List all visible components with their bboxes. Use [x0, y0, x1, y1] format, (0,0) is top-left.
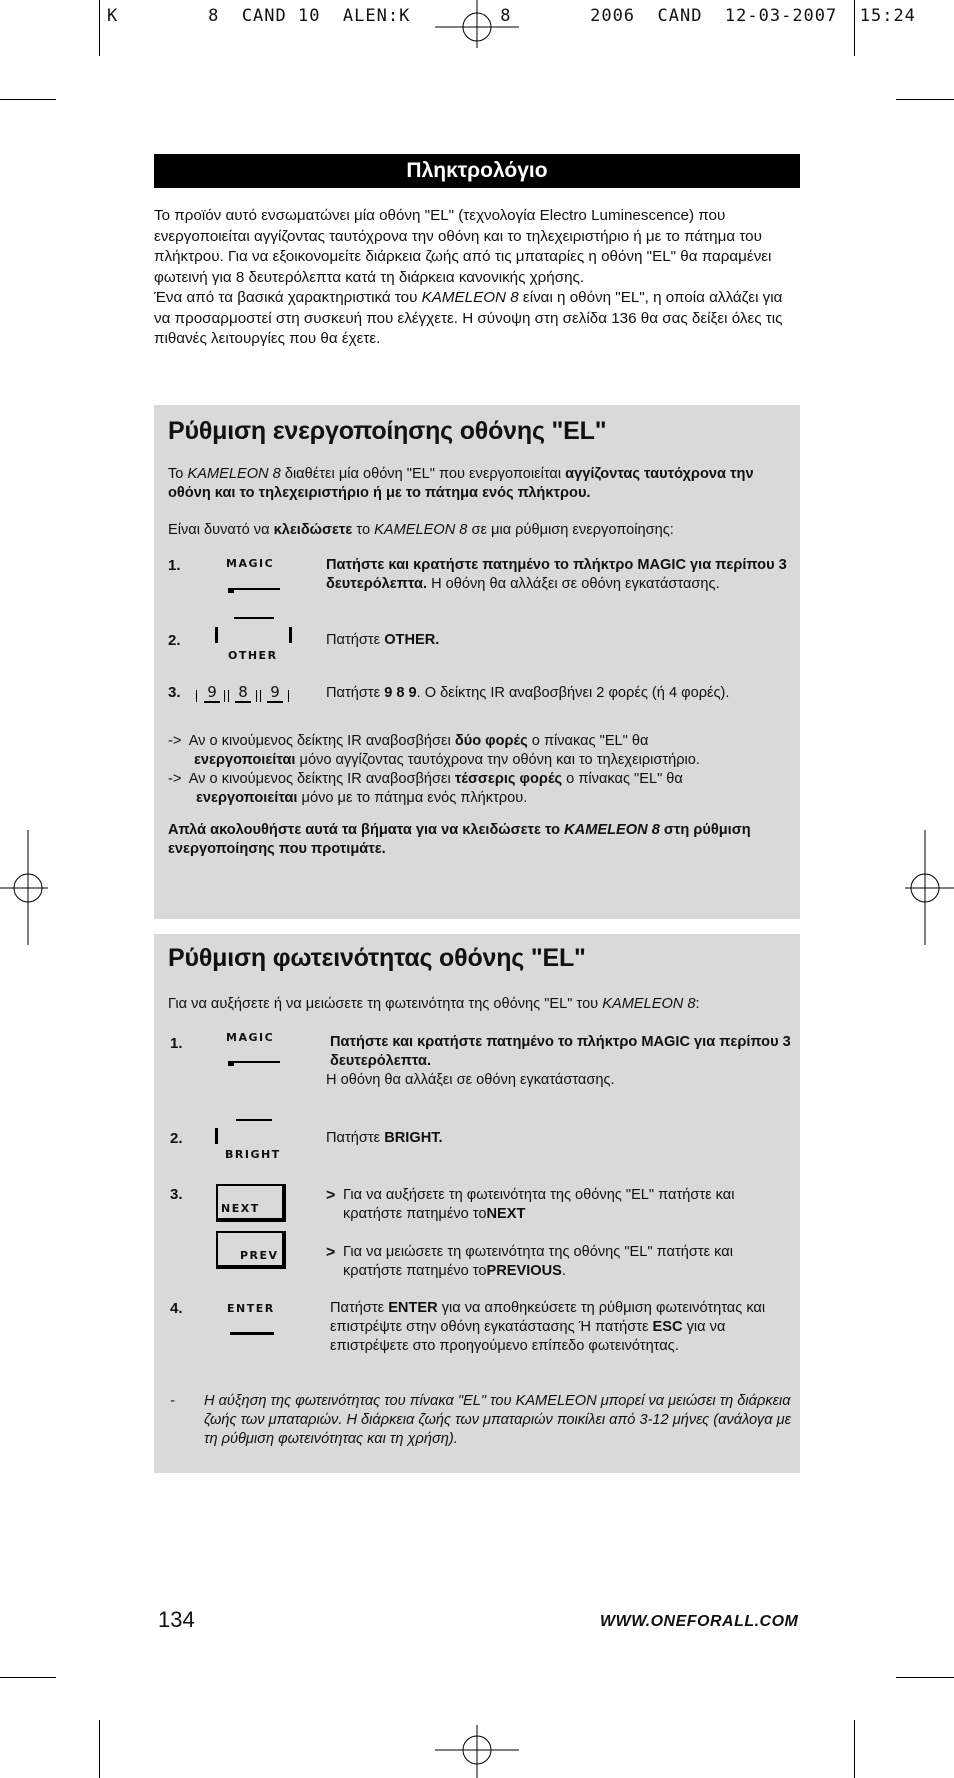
crop-mark — [0, 1677, 56, 1678]
arrow-icon: -> — [168, 771, 182, 787]
crop-mark — [99, 1720, 100, 1778]
text-run: Πατήστε — [326, 632, 385, 648]
text-run: Το — [168, 466, 188, 482]
note-item — [168, 770, 794, 808]
next-instruction — [343, 1186, 792, 1224]
step-text — [326, 684, 792, 703]
footnote-dash: - — [170, 1393, 175, 1409]
bold-text: Πατήστε και κρατήστε πατημένο το πλήκτρο MAGIC για περίπου 3 δευτερόλεπτα. — [326, 557, 787, 592]
text-run: για να αποθηκεύσετε τη ρύθμιση φωτεινότητας και επιστρέψτε στην οθόνη εγκατάστασης Ή πατήστε — [330, 1300, 766, 1335]
prev-instruction — [343, 1243, 792, 1281]
text-run: Πατήστε — [330, 1300, 389, 1316]
registration-mark-bottom — [417, 1725, 537, 1778]
bold-text: OTHER. — [384, 632, 440, 648]
magic-key-label: MAGIC — [226, 557, 275, 570]
text-run: το — [352, 522, 375, 538]
step-number: 3. — [168, 684, 181, 701]
text-run: Απλά ακολουθήστε αυτά τα βήματα για να κλειδώσετε το — [168, 822, 565, 838]
brand-name: KAMELEON 8 — [421, 289, 519, 306]
text-run: Είναι δυνατό να — [168, 522, 274, 538]
lock-instruction — [168, 521, 794, 540]
bold-text: τέσσερις φορές — [454, 771, 563, 787]
text-run: Για να μειώσετε τη φωτεινότητα της οθόνης "EL" πατήστε και κρατήστε πατημένο το — [343, 1244, 733, 1279]
section-title: Ρύθμιση ενεργοποίησης οθόνης "EL" — [168, 417, 607, 445]
key-bracket — [228, 690, 229, 702]
text-run: . Ο δείκτης IR αναβοσβήνει 2 φορές (ή 4 φορές). — [416, 685, 730, 701]
crop-mark — [99, 0, 100, 56]
digit-key: 9 — [267, 684, 283, 703]
text-run: Η οθόνη θα αλλάξει σε οθόνη εγκατάστασης. — [427, 576, 720, 592]
arrow-icon: -> — [168, 733, 182, 749]
website-link[interactable]: WWW.ONEFORALL.COM — [600, 1613, 799, 1630]
step-number: 3. — [170, 1186, 183, 1203]
key-bracket-right — [289, 627, 292, 643]
note-item — [168, 732, 794, 770]
bright-key-label: BRIGHT — [225, 1148, 281, 1161]
intro-paragraph — [154, 288, 800, 350]
step-text — [326, 631, 792, 650]
key-bracket — [196, 690, 197, 702]
step-text — [326, 556, 792, 594]
key-bracket — [256, 690, 257, 702]
bold-text: ENTER — [388, 1300, 438, 1316]
closing-text — [168, 821, 794, 859]
key-bracket-left — [215, 627, 218, 643]
prev-key-label: PREV — [240, 1249, 279, 1262]
key-top-line — [236, 1119, 272, 1121]
crop-mark — [0, 99, 56, 100]
bold-text: Πατήστε και κρατήστε πατημένο το πλήκτρο MAGIC για περίπου 3 δευτερόλεπτα. — [330, 1034, 791, 1069]
brand-name: KAMELEON 8 — [187, 466, 281, 482]
footnote: Η αύξηση της φωτεινότητας του πίνακα "EL" του KAMELEON μπορεί να μειώσει τη διάρκεια ζωής των μπαταριών. Η διάρκεια ζωής των μπαταριών ποικίλει από 3-12 μήνες (ανάλογα με τη ρύθμιση φωτεινότητας και τη χρήση). — [204, 1393, 791, 1447]
text-run: ο πίνακας "EL" θα — [527, 733, 649, 749]
step-text — [330, 1033, 794, 1071]
arrow-icon: > — [326, 1244, 336, 1261]
text-run: μόνο με το πάτημα ενός πλήκτρου. — [297, 790, 528, 806]
step-text — [326, 1186, 792, 1224]
crop-mark — [896, 99, 954, 100]
bold-text: αγγίζοντας ταυτόχρονα την οθόνη και το τηλεχειριστήριο ή με το πάτημα ενός πλήκτρου. — [168, 466, 754, 501]
text-run: Πατήστε — [326, 1130, 385, 1146]
other-key-label: OTHER — [228, 649, 278, 662]
page-number: 134 — [158, 1607, 195, 1632]
digit-key: 9 — [204, 684, 220, 703]
step-number: 1. — [168, 557, 181, 574]
section-title: Ρύθμιση φωτεινότητας οθόνης "EL" — [168, 944, 586, 972]
text-run: Για να αυξήσετε τη φωτεινότητα της οθόνης "EL" πατήστε και κρατήστε πατημένο το — [343, 1187, 735, 1222]
text-run: είναι η οθόνη "EL", η οποία αλλάζει για να προσαρμοστεί στη συσκευή που ελέγχετε. Η σύνοψη στη σελίδα 136 θα σας δείξει όλες τις πιθανές λειτουργίες που θα έχετε. — [154, 289, 783, 347]
step-text — [326, 1129, 792, 1148]
text-run: : — [695, 996, 700, 1012]
registration-mark-left — [0, 830, 60, 945]
section-brightness — [154, 934, 800, 1473]
key-top-line — [234, 617, 274, 619]
page-title: Πληκτρολόγιο — [154, 154, 800, 188]
bold-text: 9 8 9 — [384, 685, 417, 701]
text-run: Ένα από τα βασικά χαρακτηριστικά του — [154, 289, 422, 306]
prev-key-icon — [216, 1231, 286, 1269]
text-run: Για να αυξήσετε ή να μειώσετε τη φωτεινότητα της οθόνης "EL" του — [168, 996, 603, 1012]
text-run: σε μια ρύθμιση ενεργοποίησης: — [467, 522, 674, 538]
section-activation — [154, 405, 800, 919]
text-run: διαθέτει μία οθόνη "EL" που ενεργοποιείται — [280, 466, 566, 482]
digit-keys — [196, 684, 311, 704]
arrow-icon: > — [326, 1187, 336, 1204]
intro-text — [154, 206, 800, 350]
bold-text: BRIGHT. — [384, 1130, 443, 1146]
key-bracket — [288, 690, 289, 702]
print-slug: K 8 CAND 10 ALEN:K 8 2006 CAND 12-03-2007 15:24 — [107, 6, 916, 26]
bold-text: ESC — [652, 1319, 683, 1335]
magic-key-label: MAGIC — [226, 1031, 275, 1044]
step-number: 1. — [170, 1035, 183, 1052]
crop-mark — [896, 1677, 954, 1678]
step-text: Η οθόνη θα αλλάξει σε οθόνη εγκατάστασης. — [326, 1072, 615, 1088]
next-key-icon — [216, 1184, 286, 1222]
text-run: στη ρύθμιση ενεργοποίησης που προτιμάτε. — [168, 822, 751, 857]
text-run: για να επιστρέψετε στο προηγούμενο επίπεδο φωτεινότητας. — [330, 1319, 726, 1354]
step-text — [330, 1299, 794, 1356]
crop-mark — [854, 1720, 855, 1778]
bold-text: κλειδώσετε — [273, 522, 353, 538]
text-run: . — [561, 1263, 566, 1279]
brand-name: KAMELEON 8 — [602, 996, 696, 1012]
enter-key-label: ENTER — [227, 1302, 275, 1315]
bold-text: PREVIOUS — [486, 1263, 562, 1279]
text-run: Πατήστε — [326, 685, 385, 701]
text-run: Αν ο κινούμενος δείκτης IR αναβοσβήσει — [188, 771, 455, 787]
registration-mark-right — [895, 830, 954, 945]
text-run: ο πίνακας "EL" θα — [562, 771, 683, 787]
brand-name: KAMELEON 8 — [564, 822, 660, 838]
key-bracket — [224, 690, 225, 702]
bold-text: ενεργοποιείται — [196, 790, 298, 806]
next-key-label: NEXT — [221, 1202, 260, 1215]
bold-text: ενεργοποιείται — [194, 752, 296, 768]
digit-key: 8 — [235, 684, 251, 703]
step-text — [326, 1243, 792, 1281]
step-number: 2. — [168, 632, 181, 649]
key-bracket-left — [215, 1128, 218, 1144]
section-lead — [168, 465, 794, 503]
text-run: μόνο αγγίζοντας ταυτόχρονα την οθόνη και το τηλεχειριστήριο. — [295, 752, 700, 768]
brand-name: KAMELEON 8 — [374, 522, 468, 538]
bold-text: NEXT — [486, 1206, 526, 1222]
text-run: Αν ο κινούμενος δείκτης IR αναβοσβήσει — [188, 733, 455, 749]
bold-text: δύο φορές — [454, 733, 528, 749]
step-number: 4. — [170, 1300, 183, 1317]
section-lead — [168, 995, 794, 1014]
key-bracket — [260, 690, 261, 702]
enter-key-icon — [230, 1332, 274, 1335]
intro-paragraph: Το προϊόν αυτό ενσωματώνει μία οθόνη "EL" (τεχνολογία Electro Luminescence) που ενεργοποιείται αγγίζοντας ταυτόχρονα την οθόνη και το τηλεχειριστήριο ή με το πάτημα του πλήκτρου. Για να εξοικονομείτε διάρκεια ζωής από τις μπαταρίες η οθόνη "EL" θα παραμένει φωτεινή για 8 δευτερόλεπτα κατά τη διάρκεια κανονικής χρήσης. — [154, 207, 772, 286]
step-number: 2. — [170, 1130, 183, 1147]
